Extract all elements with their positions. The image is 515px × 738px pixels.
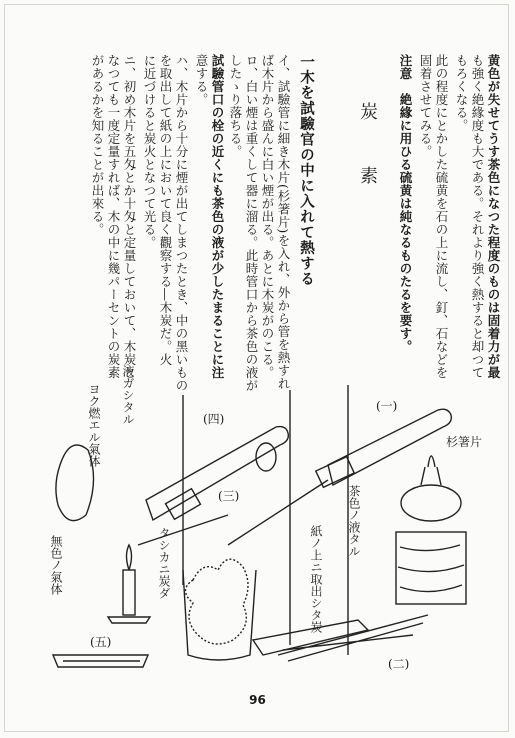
candle — [123, 570, 135, 615]
body-line: を取出して紙の上において良く觀察する―木炭だ。火 — [158, 54, 173, 366]
candle-flame — [127, 545, 132, 570]
experiment-illustration — [28, 355, 498, 685]
smoke — [186, 559, 249, 644]
lamp-body — [401, 485, 461, 521]
figure-label-3: (三) — [218, 489, 240, 503]
page-number: 96 — [249, 693, 266, 707]
body-line: イ、試驗管に細き木片(杉箸片)を入れ、外から管を熱すれ — [276, 54, 291, 390]
annotation-chairo: 茶色ノ液タル — [347, 485, 361, 557]
annotation-yokumoeru: ヨク燃エル氣体 — [87, 383, 101, 467]
body-line: があるかを知ることが出來る。 — [90, 54, 105, 236]
wood-grain — [398, 545, 464, 592]
figure-label-4: (四) — [203, 412, 225, 426]
annotation-tashikani: タシカニ炭ダ — [157, 527, 171, 599]
note-line: 注意 絶緣に用ひる硫黄は純なるものたるを要す。 — [398, 54, 413, 353]
annotation-kami: 紙ノ上ニ取出シタ炭 — [309, 525, 323, 633]
annotation-ekigashitaru: 液ガシタル — [121, 365, 135, 425]
body-line: なつても一度定量すれば、木の中に幾パーセントの炭素 — [106, 54, 121, 379]
flame — [428, 456, 435, 467]
annotation-sugihashi: 杉箸片 — [446, 435, 483, 449]
body-line: も強く絶緣度も大である。それより強く熱すると却つて — [470, 54, 485, 379]
body-line: ニ、初め木片を五匁とか十匁と定量しておいて、木炭と — [122, 54, 137, 379]
body-line: 此の程度にとかした硫黄を石の上に流し、釘、石などを — [434, 54, 449, 379]
annotation-mushoku: 無色ノ氣体 — [49, 535, 63, 595]
body-line: 意する。 — [194, 54, 209, 106]
body-line: ハ、木片から十分に煙が出てしまつたとき、中の黑いもの — [174, 54, 189, 392]
candle-holder — [108, 617, 150, 623]
beaker — [183, 570, 256, 660]
body-line: 試驗管口の栓の近くにも茶色の液が少したまることに注 — [210, 54, 225, 379]
body-line: 黄色が失せてうす茶色になつた程度のものは固着力が最 — [486, 54, 501, 379]
body-line: したゝり落ちる。 — [228, 54, 243, 158]
body-line: ロ、白い煙は重くして器に溜る。此時管口から茶色の液が — [244, 54, 259, 392]
test-tube — [328, 409, 451, 485]
figure-label-2: (二) — [388, 657, 410, 671]
body-line: ば木片から盛んに白い煙が出る。あとに木炭がのこる。 — [260, 54, 275, 379]
lamp-neck — [421, 467, 441, 485]
section-title: 炭 素 — [357, 102, 378, 198]
body-line: もろくなる。 — [454, 54, 469, 132]
figure-label-1: (一) — [376, 399, 398, 413]
figure-label-5: (五) — [90, 635, 112, 649]
subheading: 一木を試驗官の中に入れて熱する — [298, 54, 315, 287]
body-line: に近づけると炭火となつて光る。 — [142, 54, 157, 249]
body-line: 固着させてみる。 — [418, 54, 433, 158]
